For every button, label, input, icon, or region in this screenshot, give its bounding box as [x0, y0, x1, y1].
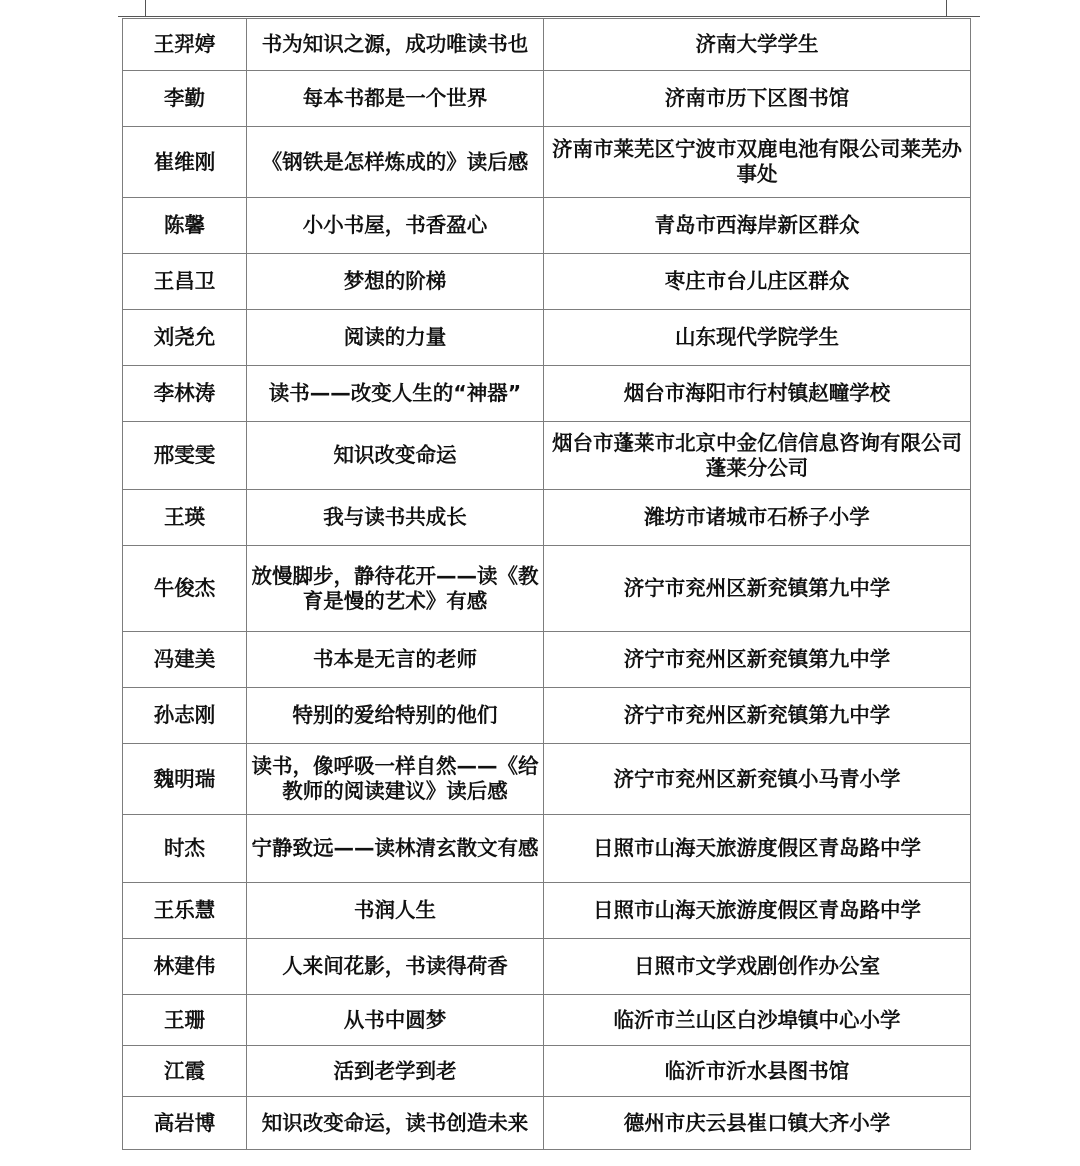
- unit-cell: 临沂市兰山区白沙埠镇中心小学: [544, 995, 971, 1046]
- unit-cell: 山东现代学院学生: [544, 310, 971, 366]
- name-cell: 高岩博: [123, 1097, 247, 1150]
- unit-cell: 德州市庆云县崔口镇大齐小学: [544, 1097, 971, 1150]
- table-row: [123, 254, 971, 310]
- unit-cell: 日照市文学戏剧创作办公室: [544, 939, 971, 995]
- name-cell: 时杰: [123, 815, 247, 883]
- winners-table-body: [123, 19, 971, 1150]
- title-cell: 放慢脚步，静待花开——读《教育是慢的艺术》有感: [247, 546, 544, 632]
- title-cell: 读书——改变人生的“神器”: [247, 366, 544, 422]
- name-cell: 孙志刚: [123, 688, 247, 744]
- table-row: [123, 939, 971, 995]
- title-cell: 阅读的力量: [247, 310, 544, 366]
- page-left-edge: [145, 0, 146, 16]
- title-cell: 书本是无言的老师: [247, 632, 544, 688]
- table-row: [123, 19, 971, 71]
- title-cell: 每本书都是一个世界: [247, 71, 544, 127]
- page-right-edge: [946, 0, 947, 16]
- unit-cell: 济宁市兖州区新兖镇第九中学: [544, 546, 971, 632]
- name-cell: 魏明瑞: [123, 744, 247, 815]
- title-cell: 书为知识之源，成功唯读书也: [247, 19, 544, 71]
- name-cell: 王瑛: [123, 490, 247, 546]
- unit-cell: 济南大学学生: [544, 19, 971, 71]
- title-cell: 知识改变命运，读书创造未来: [247, 1097, 544, 1150]
- name-cell: 王羿婷: [123, 19, 247, 71]
- unit-cell: 济宁市兖州区新兖镇第九中学: [544, 688, 971, 744]
- table-row: [123, 310, 971, 366]
- title-cell: 从书中圆梦: [247, 995, 544, 1046]
- unit-cell: 潍坊市诸城市石桥子小学: [544, 490, 971, 546]
- name-cell: 王昌卫: [123, 254, 247, 310]
- unit-cell: 济南市历下区图书馆: [544, 71, 971, 127]
- unit-cell: 济宁市兖州区新兖镇第九中学: [544, 632, 971, 688]
- title-cell: 梦想的阶梯: [247, 254, 544, 310]
- name-cell: 冯建美: [123, 632, 247, 688]
- unit-cell: 烟台市蓬莱市北京中金亿信信息咨询有限公司蓬莱分公司: [544, 422, 971, 490]
- name-cell: 江霞: [123, 1046, 247, 1097]
- name-cell: 王珊: [123, 995, 247, 1046]
- table-row: [123, 995, 971, 1046]
- title-cell: 书润人生: [247, 883, 544, 939]
- table-row: [123, 688, 971, 744]
- unit-cell: 济宁市兖州区新兖镇小马青小学: [544, 744, 971, 815]
- name-cell: 王乐慧: [123, 883, 247, 939]
- unit-cell: 日照市山海天旅游度假区青岛路中学: [544, 815, 971, 883]
- table-row: [123, 744, 971, 815]
- winners-table: [122, 18, 971, 1150]
- name-cell: 牛俊杰: [123, 546, 247, 632]
- table-row: [123, 1097, 971, 1150]
- title-cell: 特别的爱给特别的他们: [247, 688, 544, 744]
- table-row: [123, 366, 971, 422]
- table-row: [123, 490, 971, 546]
- page-top-border: [118, 16, 980, 17]
- title-cell: 读书，像呼吸一样自然——《给教师的阅读建议》读后感: [247, 744, 544, 815]
- name-cell: 李林涛: [123, 366, 247, 422]
- unit-cell: 日照市山海天旅游度假区青岛路中学: [544, 883, 971, 939]
- table-row: [123, 422, 971, 490]
- name-cell: 崔维刚: [123, 127, 247, 198]
- name-cell: 刘尧允: [123, 310, 247, 366]
- unit-cell: 烟台市海阳市行村镇赵疃学校: [544, 366, 971, 422]
- table-row: [123, 1046, 971, 1097]
- title-cell: 宁静致远——读林清玄散文有感: [247, 815, 544, 883]
- table-row: [123, 632, 971, 688]
- unit-cell: 济南市莱芜区宁波市双鹿电池有限公司莱芜办事处: [544, 127, 971, 198]
- name-cell: 林建伟: [123, 939, 247, 995]
- title-cell: 小小书屋，书香盈心: [247, 198, 544, 254]
- table-row: [123, 815, 971, 883]
- table-row: [123, 198, 971, 254]
- name-cell: 李勤: [123, 71, 247, 127]
- title-cell: 《钢铁是怎样炼成的》读后感: [247, 127, 544, 198]
- title-cell: 知识改变命运: [247, 422, 544, 490]
- title-cell: 活到老学到老: [247, 1046, 544, 1097]
- unit-cell: 青岛市西海岸新区群众: [544, 198, 971, 254]
- table-row: [123, 127, 971, 198]
- table-row: [123, 546, 971, 632]
- name-cell: 陈馨: [123, 198, 247, 254]
- name-cell: 邢雯雯: [123, 422, 247, 490]
- table-row: [123, 883, 971, 939]
- unit-cell: 枣庄市台儿庄区群众: [544, 254, 971, 310]
- title-cell: 人来间花影，书读得荷香: [247, 939, 544, 995]
- unit-cell: 临沂市沂水县图书馆: [544, 1046, 971, 1097]
- title-cell: 我与读书共成长: [247, 490, 544, 546]
- table-row: [123, 71, 971, 127]
